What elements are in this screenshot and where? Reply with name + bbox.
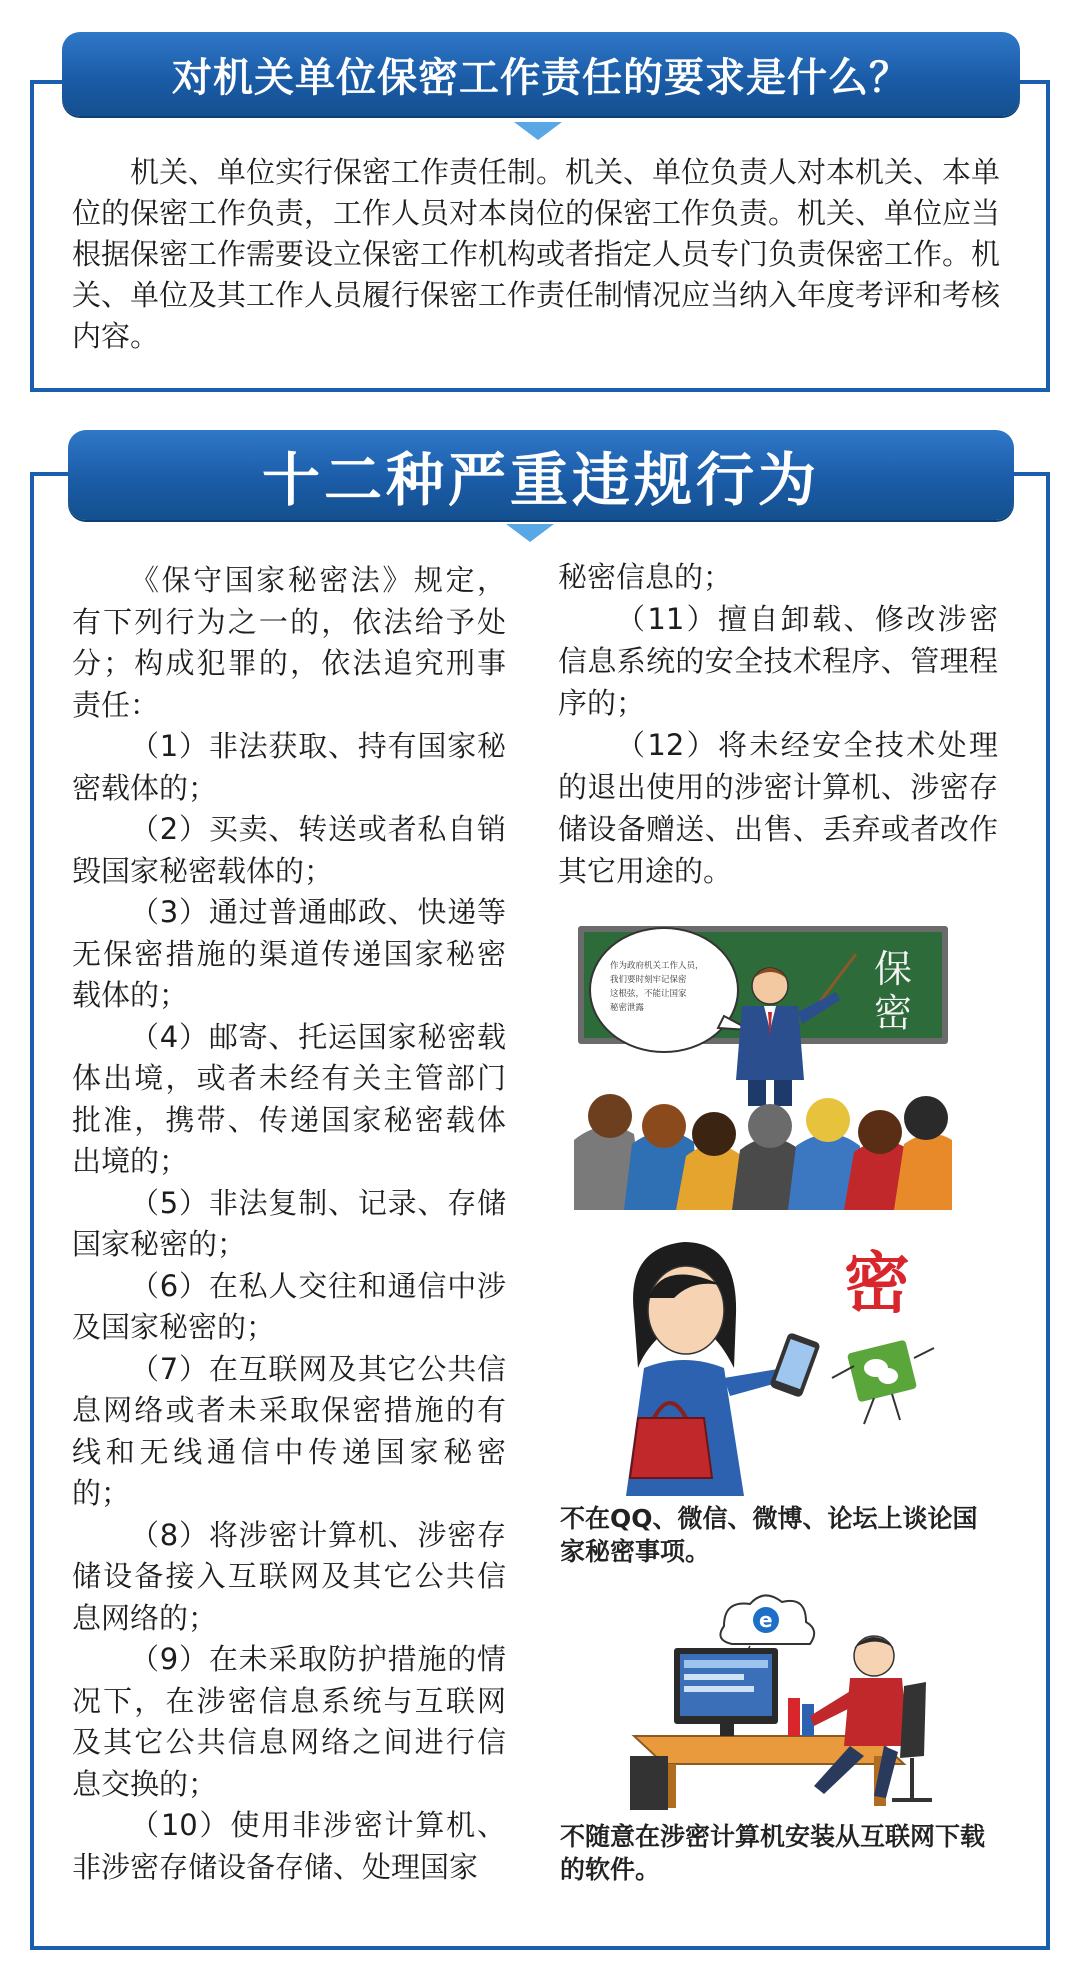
section1-title xyxy=(62,32,1020,116)
computer-illustration xyxy=(574,1586,952,1812)
violation-item-2: （2）买卖、转送或者私自销毁国家秘密载体的； xyxy=(72,812,506,888)
section2-title-text: 十二种严重违规行为 xyxy=(261,446,820,514)
ie-logo-text: e xyxy=(759,1608,773,1632)
violation-item-3: （3）通过普通邮政、快递等无保密措施的渠道传递国家秘密载体的； xyxy=(72,895,506,1012)
svg-text:这根弦，不能让国家: 这根弦，不能让国家 xyxy=(610,989,687,999)
violation-item-11: （11）擅自卸载、修改涉密信息系统的安全技术程序、管理程序的； xyxy=(558,602,998,720)
section2-title xyxy=(68,430,1014,520)
svg-text:秘密泄露: 秘密泄露 xyxy=(610,1003,645,1013)
secret-stamp xyxy=(844,1245,920,1322)
violation-item-6: （6）在私人交往和通信中涉及国家秘密的； xyxy=(72,1268,506,1344)
violation-item-10-cont: 秘密信息的； xyxy=(558,560,733,594)
pc-tower-icon xyxy=(630,1756,668,1810)
violation-item-12: （12）将未经安全技术处理的退出使用的涉密计算机、涉密存储设备赠送、出售、丢弃或者改作其它用途的。 xyxy=(558,728,998,888)
violation-item-4: （4）邮寄、托运国家秘密载体出境，或者未经有关主管部门批准，携带、传递国家秘密载体出境的； xyxy=(72,1019,506,1178)
section1-body: 机关、单位实行保密工作责任制。机关、单位负责人对本机关、本单位的保密工作负责，工作人员对本岗位的保密工作负责。机关、单位应当根据保密工作需要设立保密工作机构或者指定人员专门负责保密工作。机关、单位及其工作人员履行保密工作责任制情况应当纳入年度考评和考核内容。 xyxy=(72,155,1001,353)
violation-item-8: （8）将涉密计算机、涉密存储设备接入互联网及其它公共信息网络的； xyxy=(72,1517,506,1635)
violation-item-5: （5）非法复制、记录、存储国家秘密的； xyxy=(72,1185,506,1261)
section1-pointer-icon xyxy=(514,122,562,140)
svg-text:我们要时刻牢记保密: 我们要时刻牢记保密 xyxy=(610,975,687,985)
right-column xyxy=(558,556,998,892)
monitor-icon xyxy=(674,1648,778,1736)
classroom-illustration xyxy=(574,920,952,1210)
board-char-1: 保 xyxy=(874,947,913,991)
left-column xyxy=(72,560,506,1888)
board-char-2: 密 xyxy=(874,991,913,1035)
svg-text:作为政府机关工作人员，: 作为政府机关工作人员， xyxy=(610,961,704,971)
violation-item-7: （7）在互联网及其它公共信息网络或者未采取保密措施的有线和无线通信中传递国家秘密的； xyxy=(72,1351,506,1510)
section1-title-text: 对机关单位保密工作责任的要求是什么？ xyxy=(172,54,910,101)
woman-phone-illustration xyxy=(574,1228,952,1496)
caption-no-chat: 不在QQ、微信、微博、论坛上谈论国家秘密事项。 xyxy=(560,1504,978,1566)
violation-item-1: （1）非法获取、持有国家秘密载体的； xyxy=(72,729,506,805)
violation-item-9: （9）在未采取防护措施的情况下，在涉密信息系统与互联网及其它公共信息网络之间进行信息交换的； xyxy=(72,1642,506,1801)
violation-item-10: （10）使用非涉密计算机、非涉密存储设备存储、处理国家 xyxy=(72,1808,506,1884)
stamp-text: 密 xyxy=(844,1245,910,1322)
law-intro: 《保守国家秘密法》规定，有下列行为之一的，依法给予处分；构成犯罪的，依法追究刑事责任： xyxy=(72,563,506,722)
caption-no-download: 不随意在涉密计算机安装从互联网下载的软件。 xyxy=(560,1822,986,1884)
section2-pointer-icon xyxy=(506,524,554,542)
